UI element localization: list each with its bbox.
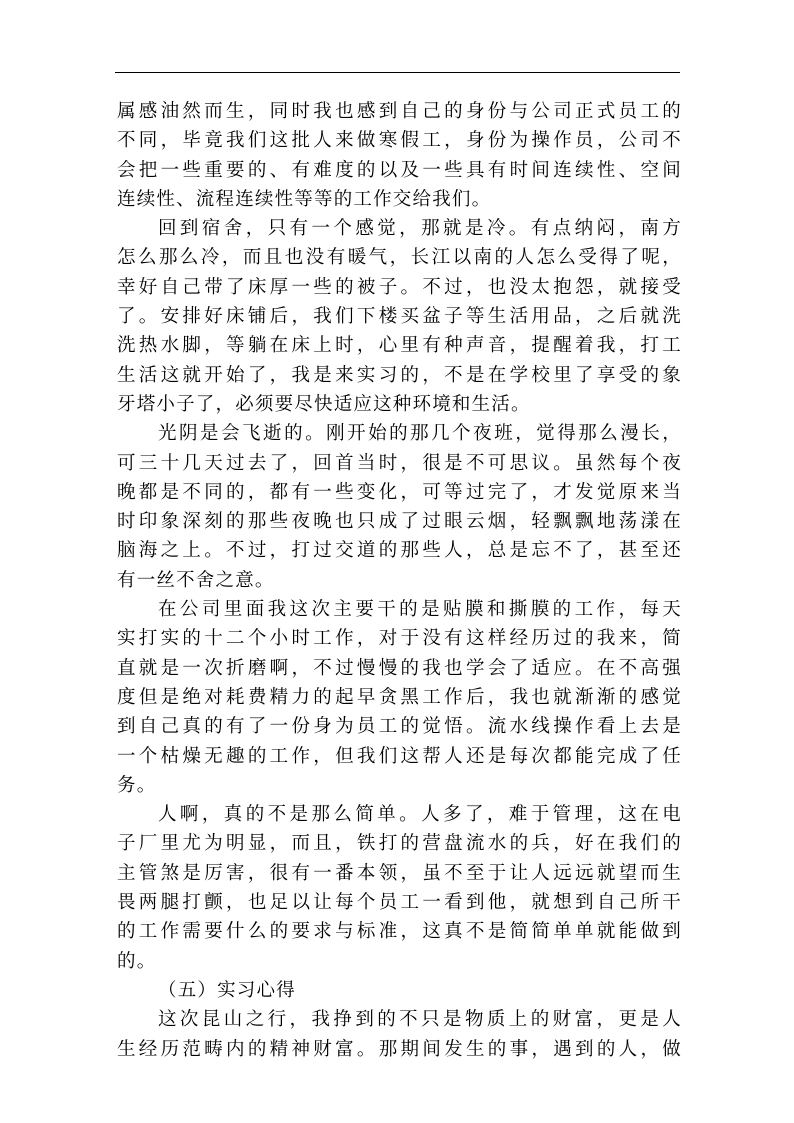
text-line: 属感油然而生，同时我也感到自己的身份与公司正式员工的 — [117, 101, 682, 122]
text-line: 到自己真的有了一份身为员工的觉悟。流水线操作看上去是 — [117, 716, 682, 738]
section-heading: （五）实习心得 — [158, 979, 296, 1001]
text-line: 会把一些重要的、有难度的以及一些具有时间连续性、空间 — [117, 159, 682, 181]
paragraph-first-line: 这次昆山之行，我挣到的不只是物质上的财富，更是人 — [158, 1009, 682, 1031]
body-text — [117, 97, 682, 1064]
paragraph-first-line: 回到宿舍，只有一个感觉，那就是冷。有点纳闷，南方 — [158, 218, 682, 240]
paragraph-first-line: 光阴是会飞逝的。刚开始的那几个夜班，觉得那么漫长， — [158, 423, 682, 445]
paragraph-first-line: 在公司里面我这次主要干的是贴膜和撕膜的工作，每天 — [158, 599, 682, 621]
text-line: 的工作需要什么的要求与标准，这真不是简简单单就能做到 — [117, 921, 682, 943]
text-line: 有一丝不舍之意。 — [117, 569, 275, 591]
paragraph-first-line: 人啊，真的不是那么简单。人多了，难于管理，这在电 — [158, 804, 682, 826]
text-line: 实打实的十二个小时工作，对于没有这样经历过的我来，简 — [117, 628, 682, 650]
text-line: 幸好自己带了床厚一些的被子。不过，也没太抱怨，就接受 — [117, 276, 682, 298]
text-line: 一个枯燥无趣的工作，但我们这帮人还是每次都能完成了任 — [117, 745, 682, 767]
text-line: 务。 — [117, 774, 157, 796]
text-line: 脑海之上。不过，打过交道的那些人，总是忘不了，甚至还 — [117, 540, 682, 562]
text-line: 连续性、流程连续性等等的工作交给我们。 — [117, 188, 492, 210]
text-line: 畏两腿打颤，也足以让每个员工一看到他，就想到自己所干 — [117, 892, 682, 914]
text-line: 可三十几天过去了，回首当时，很是不可思议。虽然每个夜 — [117, 452, 682, 474]
text-line: 怎么那么冷，而且也没有暖气，长江以南的人怎么受得了呢， — [117, 247, 682, 269]
text-line: 的。 — [117, 950, 157, 972]
text-line: 子厂里尤为明显，而且，铁打的营盘流水的兵，好在我们的 — [117, 833, 682, 855]
text-line: 度但是绝对耗费精力的起早贪黑工作后，我也就渐渐的感觉 — [117, 686, 682, 708]
text-line: 主管煞是厉害，很有一番本领，虽不至于让人远远就望而生 — [117, 862, 682, 884]
text-line: 晚都是不同的，都有一些变化，可等过完了，才发觉原来当 — [117, 481, 682, 503]
text-line: 直就是一次折磨啊，不过慢慢的我也学会了适应。在不高强 — [117, 657, 682, 679]
text-line: 了。安排好床铺后，我们下楼买盆子等生活用品，之后就洗 — [117, 306, 682, 328]
text-line: 洗热水脚，等躺在床上时，心里有种声音，提醒着我，打工 — [117, 335, 682, 357]
text-line: 牙塔小子了，必须要尽快适应这种环境和生活。 — [117, 393, 531, 415]
text-line: 时印象深刻的那些夜晚也只成了过眼云烟，轻飘飘地荡漾在 — [117, 511, 682, 533]
text-line: 不同，毕竟我们这批人来做寒假工，身份为操作员，公司不 — [117, 130, 682, 152]
text-line: 生经历范畴内的精神财富。那期间发生的事，遇到的人，做 — [117, 1038, 682, 1060]
text-line: 生活这就开始了，我是来实习的，不是在学校里了享受的象 — [117, 364, 682, 386]
header-rule — [115, 72, 680, 73]
